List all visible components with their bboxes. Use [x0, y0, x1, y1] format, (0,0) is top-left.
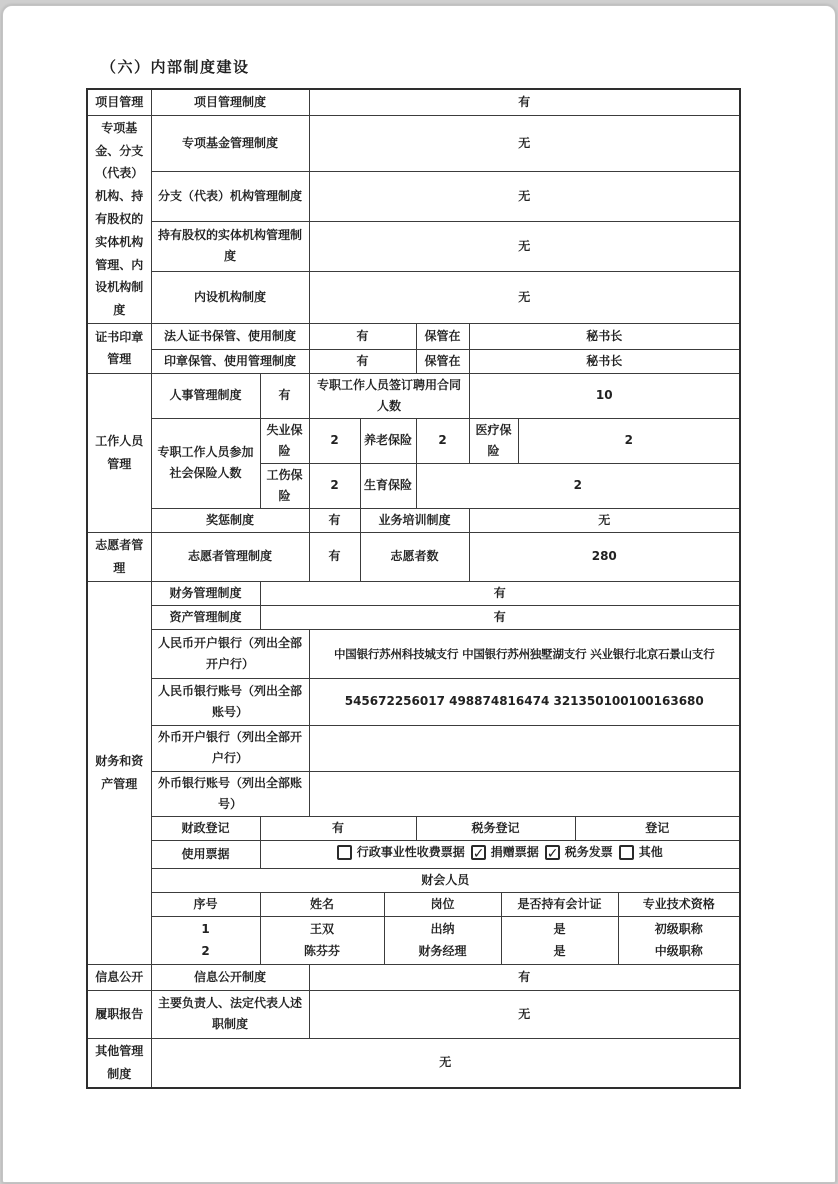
table-row — [87, 629, 740, 678]
value-medical-insurance: 2 — [518, 418, 740, 463]
checkbox-other-invoice[interactable] — [619, 845, 634, 860]
staff-name: 王双 — [309, 921, 334, 936]
value-rmb-bank: 中国银行苏州科技城支行 中国银行苏州独墅湖支行 兴业银行北京石景山支行 — [309, 629, 740, 678]
section-staff-management: 工作人员管理 — [87, 373, 151, 532]
header-staff-no: 序号 — [151, 892, 260, 916]
invoice-option — [619, 842, 663, 863]
table-row — [87, 508, 740, 532]
header-staff-cert: 是否持有会计证 — [501, 892, 618, 916]
staff-name: 陈芬芬 — [303, 944, 340, 959]
table-row — [87, 840, 740, 868]
invoice-option-label: 捐赠票据 — [490, 844, 539, 859]
invoice-option-label: 行政事业性收费票据 — [356, 844, 465, 859]
item-training-system: 业务培训制度 — [360, 508, 469, 532]
label-cert-keeper: 保管在 — [416, 323, 469, 349]
invoice-option-label: 税务发票 — [564, 844, 613, 859]
header-staff-position: 岗位 — [384, 892, 501, 916]
cell-staff-title — [618, 916, 740, 965]
cell-staff-position — [384, 916, 501, 965]
value-training-system: 无 — [469, 508, 740, 532]
value-internal-org-system: 无 — [309, 271, 740, 323]
value-unemployment-insurance: 2 — [309, 418, 360, 463]
section-duty-report: 履职报告 — [87, 990, 151, 1038]
table-row — [87, 725, 740, 771]
item-fx-bank: 外币开户银行（列出全部开户行） — [151, 725, 309, 771]
value-fiscal-registration: 有 — [260, 816, 416, 840]
value-pension-insurance: 2 — [416, 418, 469, 463]
item-internal-org-system: 内设机构制度 — [151, 271, 309, 323]
item-hr-system: 人事管理制度 — [151, 373, 260, 418]
table-row — [87, 221, 740, 271]
table-row — [87, 373, 740, 418]
item-seal-keeping-system: 印章保管、使用管理制度 — [151, 349, 309, 373]
item-reward-system: 奖惩制度 — [151, 508, 309, 532]
table-row — [87, 89, 740, 115]
table-row — [87, 990, 740, 1038]
value-other-systems: 无 — [151, 1038, 740, 1087]
table-row — [87, 868, 740, 892]
cell-staff-cert — [501, 916, 618, 965]
invoice-option — [337, 842, 465, 863]
value-fx-account — [309, 771, 740, 816]
item-volunteer-system: 志愿者管理制度 — [151, 532, 309, 581]
label-unemployment-insurance: 失业保险 — [260, 418, 309, 463]
invoice-option — [545, 842, 613, 863]
label-pension-insurance: 养老保险 — [360, 418, 416, 463]
table-row — [87, 271, 740, 323]
item-asset-system: 资产管理制度 — [151, 605, 260, 629]
value-seal-keeper: 秘书长 — [469, 349, 740, 373]
table-row — [87, 581, 740, 605]
staff-position: 财务经理 — [418, 944, 467, 959]
table-row — [87, 115, 740, 171]
section-cert-seal: 证书印章管理 — [87, 323, 151, 373]
value-cert-keeper: 秘书长 — [469, 323, 740, 349]
table-row — [87, 532, 740, 581]
item-branch-org-system: 分支（代表）机构管理制度 — [151, 171, 309, 221]
value-branch-org-system: 无 — [309, 171, 740, 221]
cell-staff-name — [260, 916, 384, 965]
table-row — [87, 349, 740, 373]
value-asset-system: 有 — [260, 605, 740, 629]
item-fiscal-registration: 财政登记 — [151, 816, 260, 840]
item-rmb-bank: 人民币开户银行（列出全部开户行） — [151, 629, 309, 678]
internal-systems-table — [86, 88, 741, 1089]
checkbox-tax-invoice[interactable] — [545, 845, 560, 860]
value-volunteer-count: 280 — [469, 532, 740, 581]
section-finance-asset: 财务和资产管理 — [87, 581, 151, 965]
value-finance-system: 有 — [260, 581, 740, 605]
item-invoice-usage: 使用票据 — [151, 840, 260, 868]
item-equity-entity-system: 持有股权的实体机构管理制度 — [151, 221, 309, 271]
table-row — [87, 323, 740, 349]
section-info-disclosure: 信息公开 — [87, 965, 151, 991]
item-rmb-account: 人民币银行账号（列出全部账号） — [151, 678, 309, 725]
table-row — [87, 678, 740, 725]
staff-no: 2 — [201, 944, 210, 959]
value-cert-keeping-system: 有 — [309, 323, 416, 349]
label-medical-insurance: 医疗保险 — [469, 418, 518, 463]
value-rmb-account: 545672256017 498874816474 321350100100163680 — [309, 678, 740, 725]
page-title: （六）内部制度建设 — [101, 58, 250, 76]
staff-pro-title: 中级职称 — [654, 944, 703, 959]
item-finance-system: 财务管理制度 — [151, 581, 260, 605]
value-reward-system: 有 — [309, 508, 360, 532]
value-special-fund-system: 无 — [309, 115, 740, 171]
item-cert-keeping-system: 法人证书保管、使用制度 — [151, 323, 309, 349]
label-maternity-insurance: 生育保险 — [360, 463, 416, 508]
value-info-disclosure-system: 有 — [309, 965, 740, 991]
item-info-disclosure-system: 信息公开制度 — [151, 965, 309, 991]
table-row — [87, 771, 740, 816]
table-row — [87, 965, 740, 991]
label-seal-keeper: 保管在 — [416, 349, 469, 373]
invoice-option — [471, 842, 539, 863]
table-row — [87, 892, 740, 916]
table-row — [87, 1038, 740, 1087]
invoice-option-label: 其他 — [638, 844, 663, 859]
value-project-system: 有 — [309, 89, 740, 115]
section-other-systems: 其他管理制度 — [87, 1038, 151, 1087]
table-row — [87, 816, 740, 840]
value-fx-bank — [309, 725, 740, 771]
value-hr-system: 有 — [260, 373, 309, 418]
staff-cert: 是 — [553, 921, 566, 936]
section-volunteer-management: 志愿者管理 — [87, 532, 151, 581]
section-project-management: 项目管理 — [87, 89, 151, 115]
value-volunteer-system: 有 — [309, 532, 360, 581]
item-tax-registration: 税务登记 — [416, 816, 575, 840]
value-duty-report-system: 无 — [309, 990, 740, 1038]
item-special-fund-system: 专项基金管理制度 — [151, 115, 309, 171]
value-contract-count: 10 — [469, 373, 740, 418]
value-seal-keeping-system: 有 — [309, 349, 416, 373]
table-row — [87, 916, 740, 965]
staff-pro-title: 初级职称 — [654, 921, 703, 936]
accounting-staff-title: 财会人员 — [151, 868, 740, 892]
value-injury-insurance: 2 — [309, 463, 360, 508]
table-row — [87, 171, 740, 221]
item-fx-account: 外币银行账号（列出全部账号） — [151, 771, 309, 816]
header-staff-name: 姓名 — [260, 892, 384, 916]
header-staff-title: 专业技术资格 — [618, 892, 740, 916]
item-duty-report-system: 主要负责人、法定代表人述职制度 — [151, 990, 309, 1038]
value-equity-entity-system: 无 — [309, 221, 740, 271]
cell-staff-no — [151, 916, 260, 965]
checkbox-admin-fee-receipt[interactable] — [337, 845, 352, 860]
label-volunteer-count: 志愿者数 — [360, 532, 469, 581]
invoice-options-cell — [260, 840, 740, 868]
item-social-insurance: 专职工作人员参加社会保险人数 — [151, 418, 260, 508]
item-project-system: 项目管理制度 — [151, 89, 309, 115]
staff-no: 1 — [201, 921, 210, 936]
label-injury-insurance: 工伤保险 — [260, 463, 309, 508]
table-row — [87, 418, 740, 463]
table-row — [87, 605, 740, 629]
value-tax-registration: 登记 — [575, 816, 740, 840]
staff-cert: 是 — [553, 944, 566, 959]
value-maternity-insurance: 2 — [416, 463, 740, 508]
staff-position: 出纳 — [430, 921, 455, 936]
section-org-systems: 专项基金、分支（代表）机构、持有股权的实体机构管理、内设机构制度 — [87, 115, 151, 323]
checkbox-donation-receipt[interactable] — [471, 845, 486, 860]
label-contract-count: 专职工作人员签订聘用合同人数 — [309, 373, 469, 418]
